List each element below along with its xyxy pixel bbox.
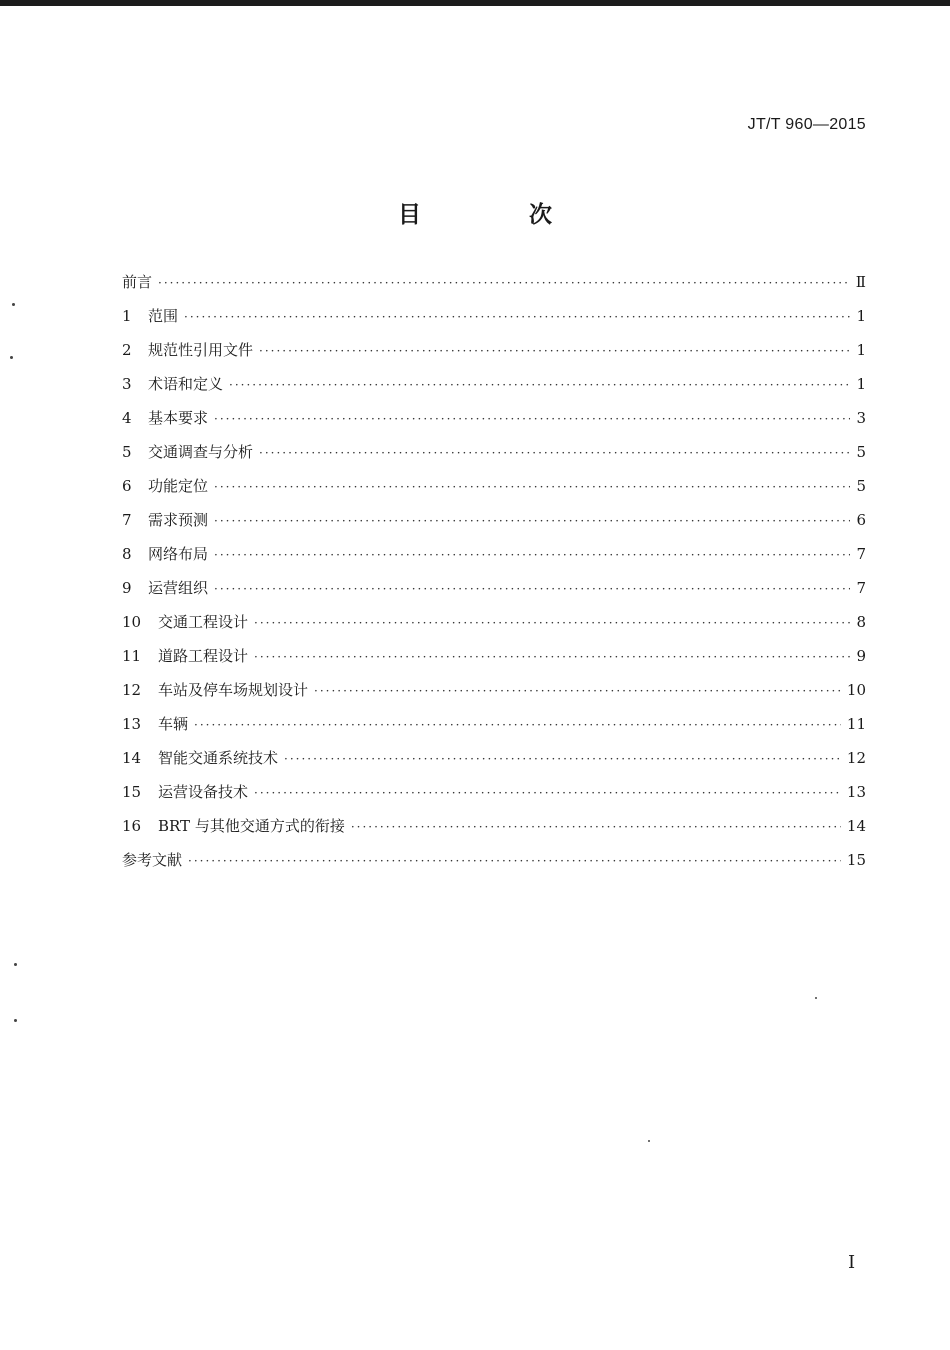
toc-entry-label: 交通工程设计 (158, 613, 249, 631)
toc-entry-bibliography[interactable] (122, 849, 866, 883)
toc-leader-dots (214, 412, 850, 426)
toc-entry-8[interactable] (122, 543, 866, 577)
toc-leader-dots (314, 684, 841, 698)
scan-speck (14, 963, 17, 966)
toc-entry-label: 道路工程设计 (158, 647, 249, 665)
scan-speck (648, 1140, 650, 1142)
toc-leader-dots (351, 820, 841, 834)
toc-leader-dots (254, 616, 850, 630)
toc-entry-11[interactable] (122, 645, 866, 679)
toc-entry-3[interactable] (122, 373, 866, 407)
toc-entry-label: 需求预测 (148, 511, 209, 529)
toc-entry-page: 5 (856, 477, 866, 495)
toc-entry-number: 8 (122, 545, 132, 563)
toc-entry-label: 术语和定义 (148, 375, 224, 393)
table-of-contents (122, 271, 866, 883)
toc-entry-label: 智能交通系统技术 (158, 749, 279, 767)
toc-entry-number: 10 (122, 613, 142, 631)
toc-entry-5[interactable] (122, 441, 866, 475)
toc-entry-label: 基本要求 (148, 409, 209, 427)
scan-speck (815, 997, 817, 999)
toc-entry-page: 1 (856, 307, 866, 325)
scan-top-edge (0, 0, 950, 6)
toc-leader-dots (229, 378, 850, 392)
toc-entry-number: 6 (122, 477, 132, 495)
toc-entry-page: 9 (856, 647, 866, 665)
toc-entry-number: 9 (122, 579, 132, 597)
scan-speck (14, 1019, 17, 1022)
toc-entry-9[interactable] (122, 577, 866, 611)
toc-entry-page: 12 (846, 749, 866, 767)
toc-entry-12[interactable] (122, 679, 866, 713)
toc-entry-page: 6 (856, 511, 866, 529)
scan-speck (12, 303, 15, 306)
toc-entry-label: 车站及停车场规划设计 (158, 681, 309, 699)
toc-entry-label: 功能定位 (148, 477, 209, 495)
toc-entry-7[interactable] (122, 509, 866, 543)
toc-entry-page: 10 (846, 681, 866, 699)
toc-entry-page: 3 (856, 409, 866, 427)
toc-entry-page: 14 (846, 817, 866, 835)
toc-entry-label: 运营设备技术 (158, 783, 249, 801)
toc-entry-number: 7 (122, 511, 132, 529)
toc-leader-dots (188, 854, 841, 868)
toc-entry-label: 交通调查与分析 (148, 443, 254, 461)
toc-entry-6[interactable] (122, 475, 866, 509)
toc-leader-dots (214, 514, 850, 528)
toc-entry-page: 7 (856, 579, 866, 597)
toc-entry-number: 12 (122, 681, 142, 699)
toc-entry-label: 运营组织 (148, 579, 209, 597)
toc-leader-dots (214, 480, 850, 494)
toc-entry-number: 3 (122, 375, 132, 393)
toc-leader-dots (259, 344, 850, 358)
toc-leader-dots (254, 786, 841, 800)
toc-entry-number: 5 (122, 443, 132, 461)
toc-entry-page: 7 (856, 545, 866, 563)
toc-entry-page: 5 (856, 443, 866, 461)
toc-entry-2[interactable] (122, 339, 866, 373)
toc-entry-page: 13 (846, 783, 866, 801)
toc-entry-15[interactable] (122, 781, 866, 815)
toc-entry-number: 16 (122, 817, 142, 835)
toc-leader-dots (259, 446, 850, 460)
toc-entry-number: 1 (122, 307, 132, 325)
toc-entry-foreword[interactable] (122, 271, 866, 305)
toc-entry-14[interactable] (122, 747, 866, 781)
toc-entry-page: 11 (846, 715, 866, 733)
toc-leader-dots (214, 548, 850, 562)
toc-entry-page: 1 (856, 375, 866, 393)
toc-entry-page: Ⅱ (855, 273, 866, 291)
toc-entry-label: BRT 与其他交通方式的衔接 (158, 817, 345, 835)
toc-entry-label: 参考文献 (122, 851, 183, 869)
toc-entry-10[interactable] (122, 611, 866, 645)
toc-leader-dots (184, 310, 850, 324)
toc-entry-4[interactable] (122, 407, 866, 441)
toc-leader-dots (194, 718, 841, 732)
toc-entry-number: 14 (122, 749, 142, 767)
toc-entry-page: 15 (846, 851, 866, 869)
toc-entry-page: 1 (856, 341, 866, 359)
standard-code: JT/T 960—2015 (747, 116, 866, 133)
toc-leader-dots (254, 650, 850, 664)
toc-entry-number: 11 (122, 647, 142, 665)
toc-entry-number: 13 (122, 715, 142, 733)
toc-entry-number: 4 (122, 409, 132, 427)
toc-entry-label: 前言 (122, 273, 153, 291)
toc-entry-number: 2 (122, 341, 132, 359)
toc-entry-label: 规范性引用文件 (148, 341, 254, 359)
toc-entry-13[interactable] (122, 713, 866, 747)
toc-entry-label: 网络布局 (148, 545, 209, 563)
toc-entry-label: 范围 (148, 307, 179, 325)
toc-entry-number: 15 (122, 783, 142, 801)
toc-leader-dots (214, 582, 850, 596)
toc-title: 目 次 (397, 202, 602, 228)
toc-leader-dots (158, 276, 850, 290)
toc-entry-16[interactable] (122, 815, 866, 849)
page-number: I (848, 1252, 856, 1273)
toc-entry-page: 8 (856, 613, 866, 631)
toc-entry-label: 车辆 (158, 715, 189, 733)
toc-entry-1[interactable] (122, 305, 866, 339)
toc-leader-dots (284, 752, 841, 766)
scan-speck (10, 356, 13, 359)
